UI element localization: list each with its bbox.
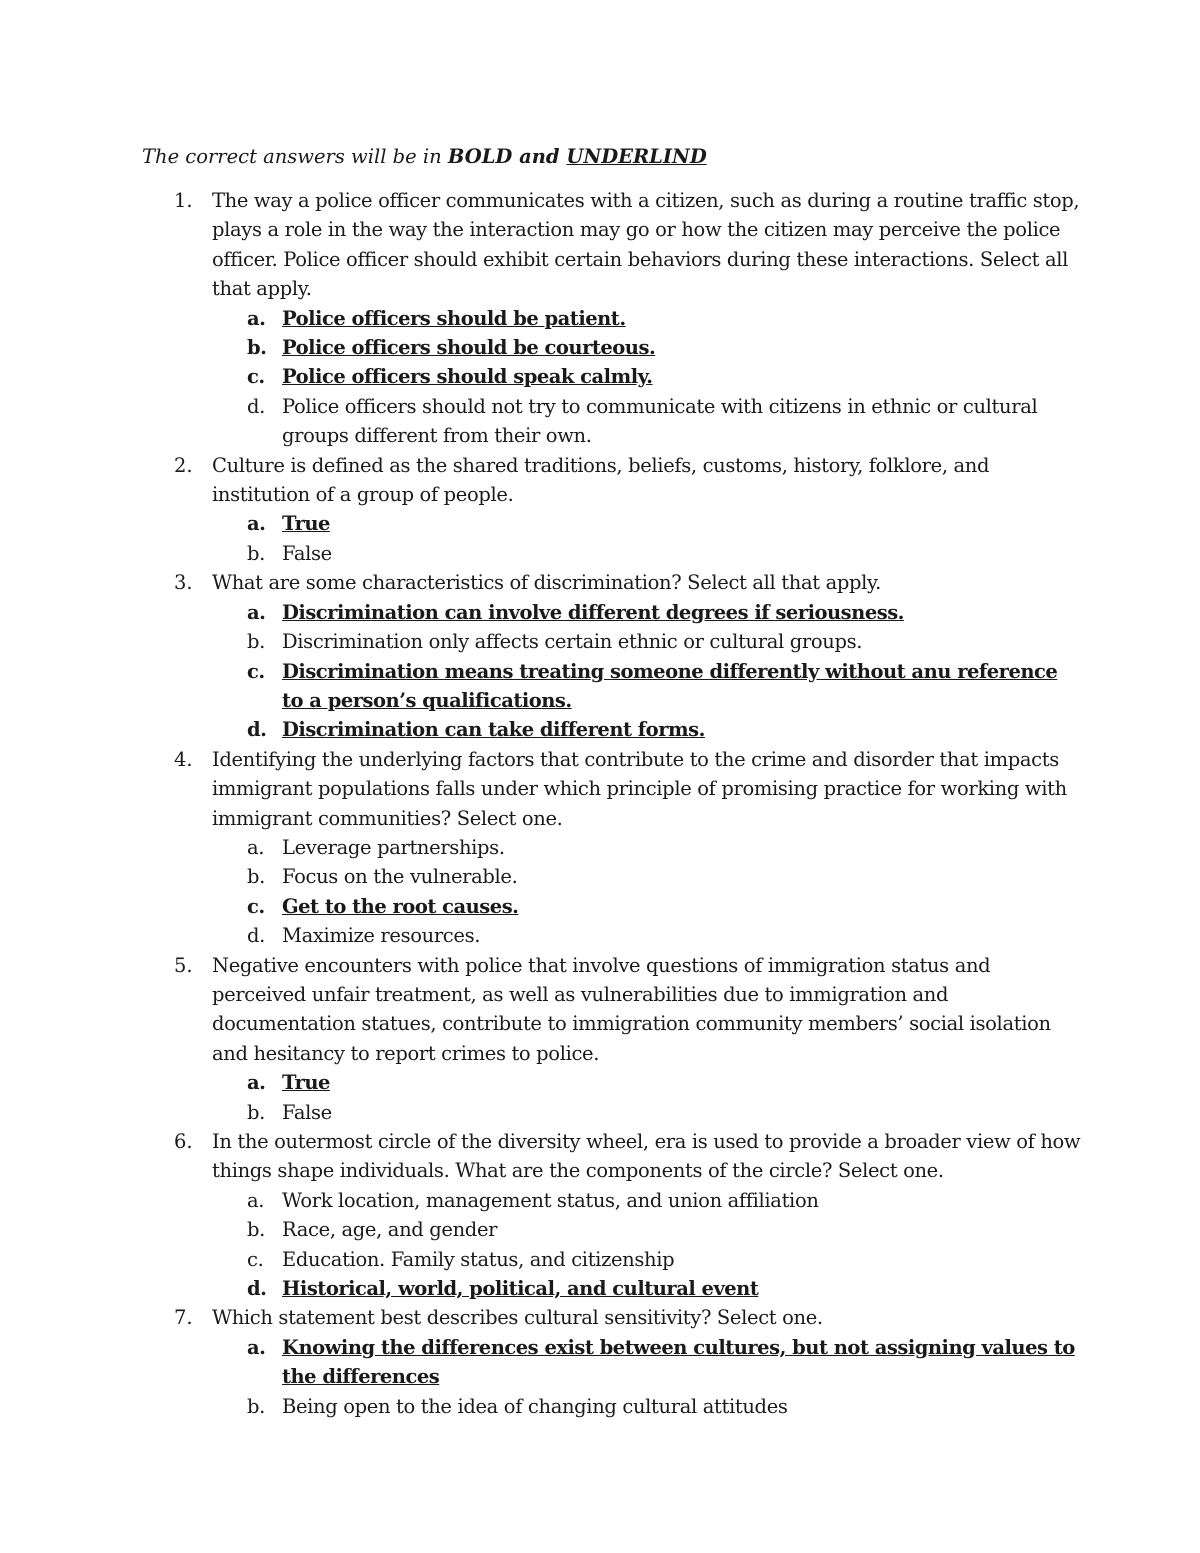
question-list [142, 186, 1082, 1421]
option-letter: a. [247, 306, 266, 330]
option-text: Focus on the vulnerable. [282, 865, 518, 889]
option-text: Leverage partnerships. [282, 835, 505, 859]
option-letter: a. [247, 1335, 266, 1359]
option-letter: a. [247, 1071, 266, 1095]
option-text: Work location, management status, and union affiliation [282, 1188, 819, 1212]
question-5 [142, 951, 1082, 1127]
option-letter: c. [247, 365, 265, 389]
option-text: Police officers should speak calmly. [282, 365, 653, 389]
correct-answer-option [212, 715, 1082, 744]
option-text: Maximize resources. [282, 924, 481, 948]
option-text: Education. Family status, and citizenship [282, 1247, 675, 1271]
option-letter: b. [247, 865, 265, 889]
answer-options [212, 598, 1082, 745]
option-text: Being open to the idea of changing cultural attitudes [282, 1394, 788, 1418]
instructions-prefix: The correct answers will be in [142, 145, 448, 168]
correct-answer-option [212, 892, 1082, 921]
option-letter: a. [247, 1188, 265, 1212]
question-text: Identifying the underlying factors that contribute to the crime and disorder that impacts immigrant populations falls under which principle of promising practice for working with immigrant communities? Select one. [212, 747, 1067, 830]
answer-options [212, 833, 1082, 951]
correct-answer-option [212, 304, 1082, 333]
question-7 [142, 1303, 1082, 1421]
option-letter: c. [247, 1247, 264, 1271]
correct-answer-option [212, 657, 1082, 716]
question-text: In the outermost circle of the diversity wheel, era is used to provide a broader view of how things shape individuals. What are the components of the circle? Select one. [212, 1130, 1081, 1183]
option-letter: b. [247, 1394, 265, 1418]
answer-option [212, 539, 1082, 568]
answer-option [212, 627, 1082, 656]
question-text: The way a police officer communicates with a citizen, such as during a routine traffic stop, plays a role in the way the interaction may go or how the citizen may perceive the police officer. Police officer should exhibit certain behaviors during these interactions. Select all that apply. [212, 189, 1080, 301]
instructions-underlined: UNDERLIND [566, 145, 707, 168]
question-number: 7. [174, 1306, 193, 1330]
answer-option [212, 1098, 1082, 1127]
correct-answer-option [212, 509, 1082, 538]
question-number: 5. [174, 953, 193, 977]
answer-option [212, 1186, 1082, 1215]
option-letter: d. [247, 394, 265, 418]
option-text: False [282, 1100, 332, 1124]
correct-answer-option [212, 362, 1082, 391]
answer-options [212, 1333, 1082, 1421]
option-text: Discrimination means treating someone differently without anu reference to a person’s qualifications. [282, 659, 1058, 712]
answer-option [212, 1215, 1082, 1244]
question-number: 4. [174, 747, 193, 771]
option-letter: d. [247, 924, 265, 948]
option-text: Knowing the differences exist between cultures, but not assigning values to the differences [282, 1335, 1075, 1389]
option-text: Police officers should not try to communicate with citizens in ethnic or cultural groups different from their own. [282, 394, 1038, 448]
option-letter: a. [247, 835, 265, 859]
option-text: Get to the root causes. [282, 894, 519, 918]
option-letter: b. [247, 630, 265, 654]
option-text: False [282, 541, 332, 565]
option-letter: d. [247, 718, 267, 742]
option-text: True [282, 512, 330, 536]
answer-option [212, 921, 1082, 950]
option-text: Race, age, and gender [282, 1218, 498, 1242]
option-letter: d. [247, 1277, 267, 1301]
question-4 [142, 745, 1082, 951]
answer-option [212, 1245, 1082, 1274]
correct-answer-option [212, 1333, 1082, 1392]
option-text: Discrimination can involve different degrees if seriousness. [282, 600, 904, 624]
question-6 [142, 1127, 1082, 1303]
option-letter: b. [247, 1218, 265, 1242]
option-letter: a. [247, 600, 266, 624]
question-text: Culture is defined as the shared traditions, beliefs, customs, history, folklore, and institution of a group of people. [212, 453, 990, 507]
question-1 [142, 186, 1082, 451]
answer-options [212, 509, 1082, 568]
answer-option [212, 1392, 1082, 1421]
answer-option [212, 392, 1082, 451]
option-letter: c. [247, 659, 265, 683]
option-letter: b. [247, 336, 267, 360]
option-text: True [282, 1071, 330, 1095]
correct-answer-option [212, 1068, 1082, 1097]
question-3 [142, 568, 1082, 744]
correct-answer-option [212, 1274, 1082, 1303]
option-letter: c. [247, 894, 265, 918]
question-number: 1. [174, 189, 193, 212]
question-2 [142, 451, 1082, 569]
option-letter: b. [247, 1100, 265, 1124]
question-number: 2. [174, 453, 193, 477]
option-letter: a. [247, 512, 266, 536]
question-text: Which statement best describes cultural sensitivity? Select one. [212, 1306, 823, 1330]
answer-option [212, 862, 1082, 891]
correct-answer-option [212, 333, 1082, 362]
answer-option [212, 833, 1082, 862]
answer-options [212, 1068, 1082, 1127]
instructions-bold: BOLD and [447, 145, 567, 168]
question-number: 6. [174, 1130, 193, 1153]
option-text: Discrimination can take different forms. [282, 718, 705, 742]
question-text: Negative encounters with police that involve questions of immigration status and perceived unfair treatment, as well as vulnerabilities due to immigration and documentation statues, contribute to immigration community members’ social isolation and hesitancy to report crimes to police. [212, 953, 1051, 1065]
correct-answer-option [212, 598, 1082, 627]
answer-options [212, 304, 1082, 451]
option-text: Historical, world, political, and cultural event [282, 1277, 759, 1301]
question-number: 3. [174, 571, 193, 595]
option-text: Discrimination only affects certain ethnic or cultural groups. [282, 630, 863, 654]
option-text: Police officers should be courteous. [282, 336, 656, 360]
option-text: Police officers should be patient. [282, 306, 626, 330]
option-letter: b. [247, 541, 265, 565]
answer-options [212, 1186, 1082, 1304]
question-text: What are some characteristics of discrimination? Select all that apply. [212, 571, 881, 595]
instructions-line [142, 142, 707, 171]
